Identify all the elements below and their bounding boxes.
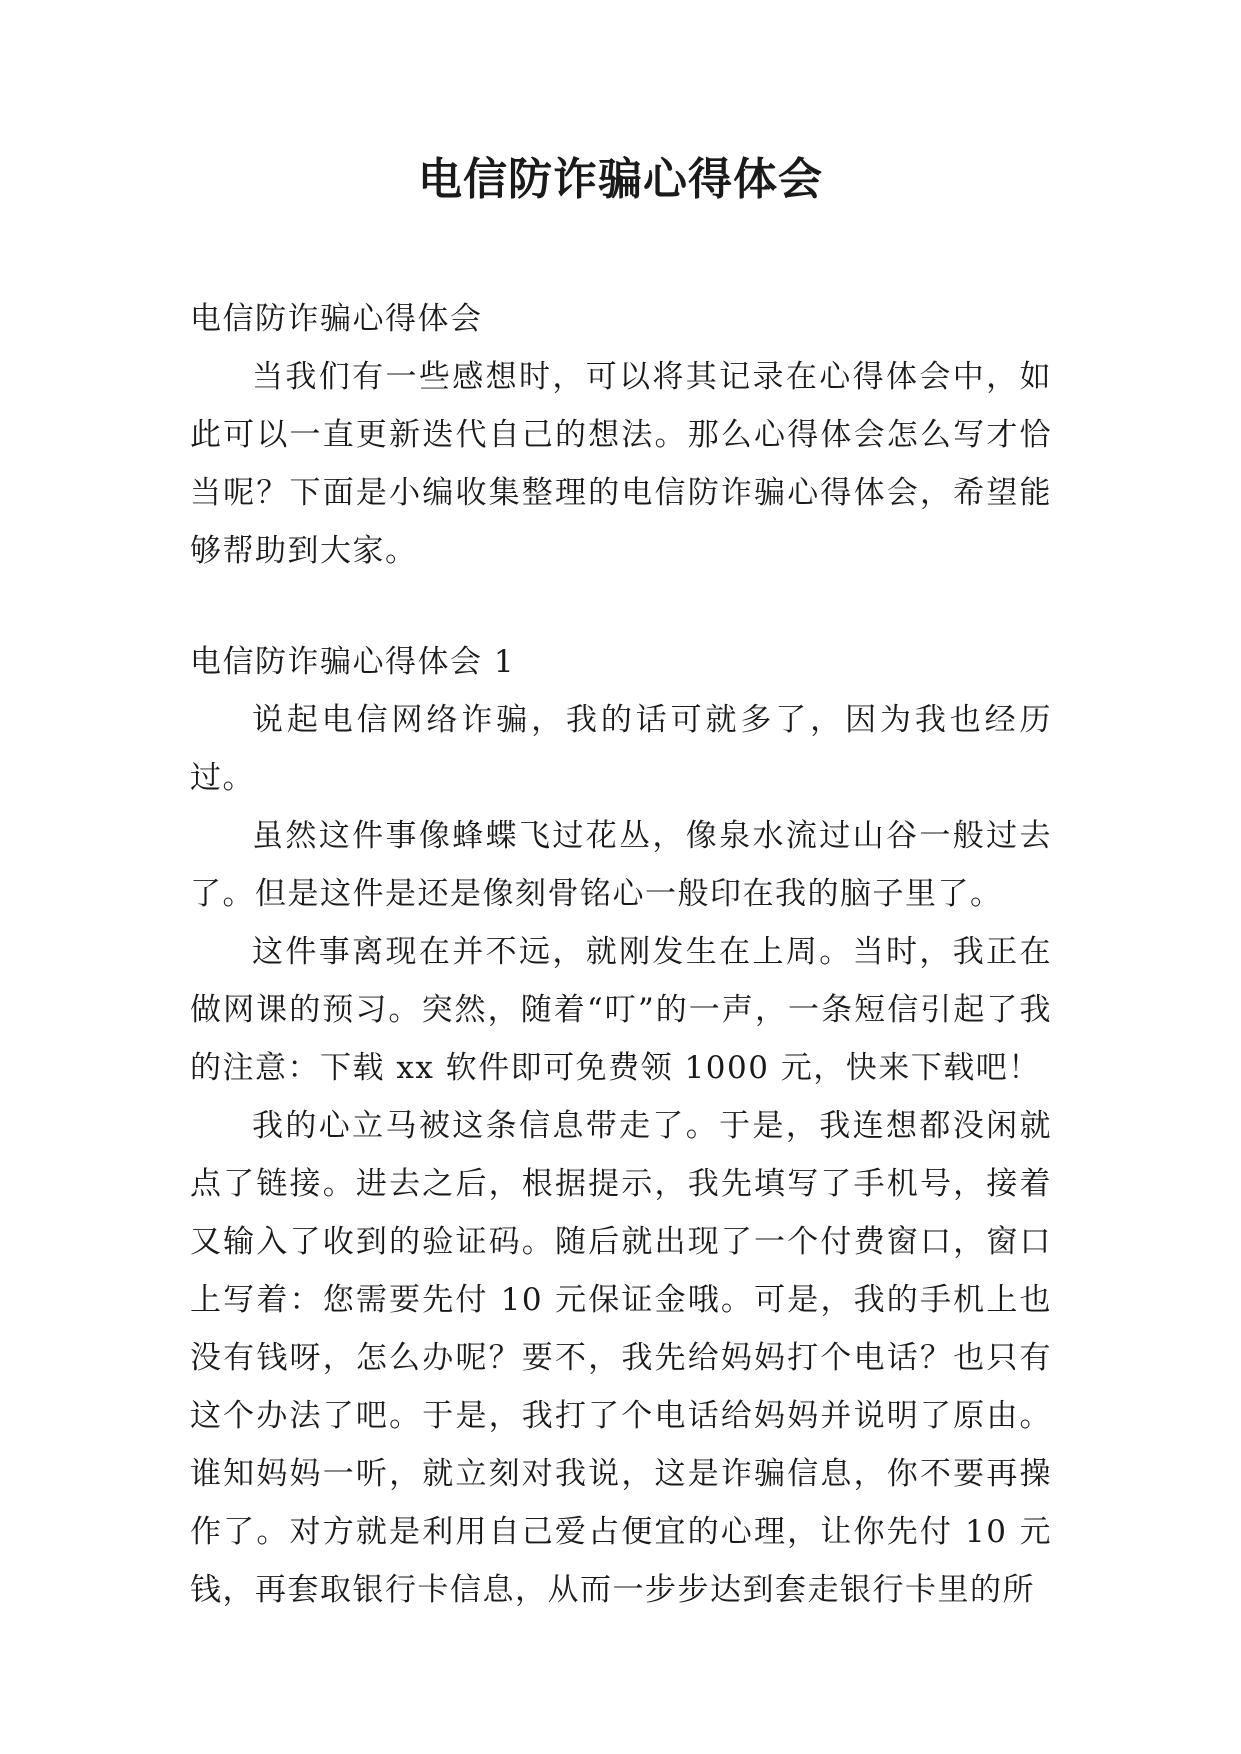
intro-heading: 电信防诈骗心得体会	[190, 301, 483, 337]
section-1	[190, 633, 1052, 1619]
intro-section	[190, 290, 1052, 580]
section-1-paragraph: 我的心立马被这条信息带走了。于是，我连想都没闲就点了链接。进去之后，根据提示，我先填写了手机号，接着又输入了收到的验证码。随后就出现了一个付费窗口，窗口上写着：您需要先付 10 元保证金哦。可是，我的手机上也没有钱呀，怎么办呢？要不，我先给妈妈打个电话？也只有这个办法了吧。于是，我打了个电话给妈妈并说明了原由。谁知妈妈一听，就立刻对我说，这是诈骗信息，你不要再操作了。对方就是利用自己爱占便宜的心理，让你先付 10 元钱，再套取银行卡信息，从而一步步达到套走银行卡里的所	[190, 1108, 1052, 1608]
intro-paragraph: 当我们有一些感想时，可以将其记录在心得体会中，如此可以一直更新迭代自己的想法。那么心得体会怎么写才恰当呢？下面是小编收集整理的电信防诈骗心得体会，希望能够帮助到大家。	[190, 359, 1052, 569]
document-title: 电信防诈骗心得体会	[418, 154, 823, 205]
section-1-paragraph: 这件事离现在并不远，就刚发生在上周。当时，我正在做网课的预习。突然，随着“叮”的一声，一条短信引起了我的注意：下载 xx 软件即可免费领 1000 元，快来下载吧！	[190, 934, 1052, 1086]
section-1-paragraph: 说起电信网络诈骗，我的话可就多了，因为我也经历过。	[190, 702, 1052, 796]
section-1-heading: 电信防诈骗心得体会 1	[190, 644, 516, 680]
section-1-paragraph: 虽然这件事像蜂蝶飞过花丛，像泉水流过山谷一般过去了。但是这件是还是像刻骨铭心一般印在我的脑子里了。	[190, 818, 1052, 912]
